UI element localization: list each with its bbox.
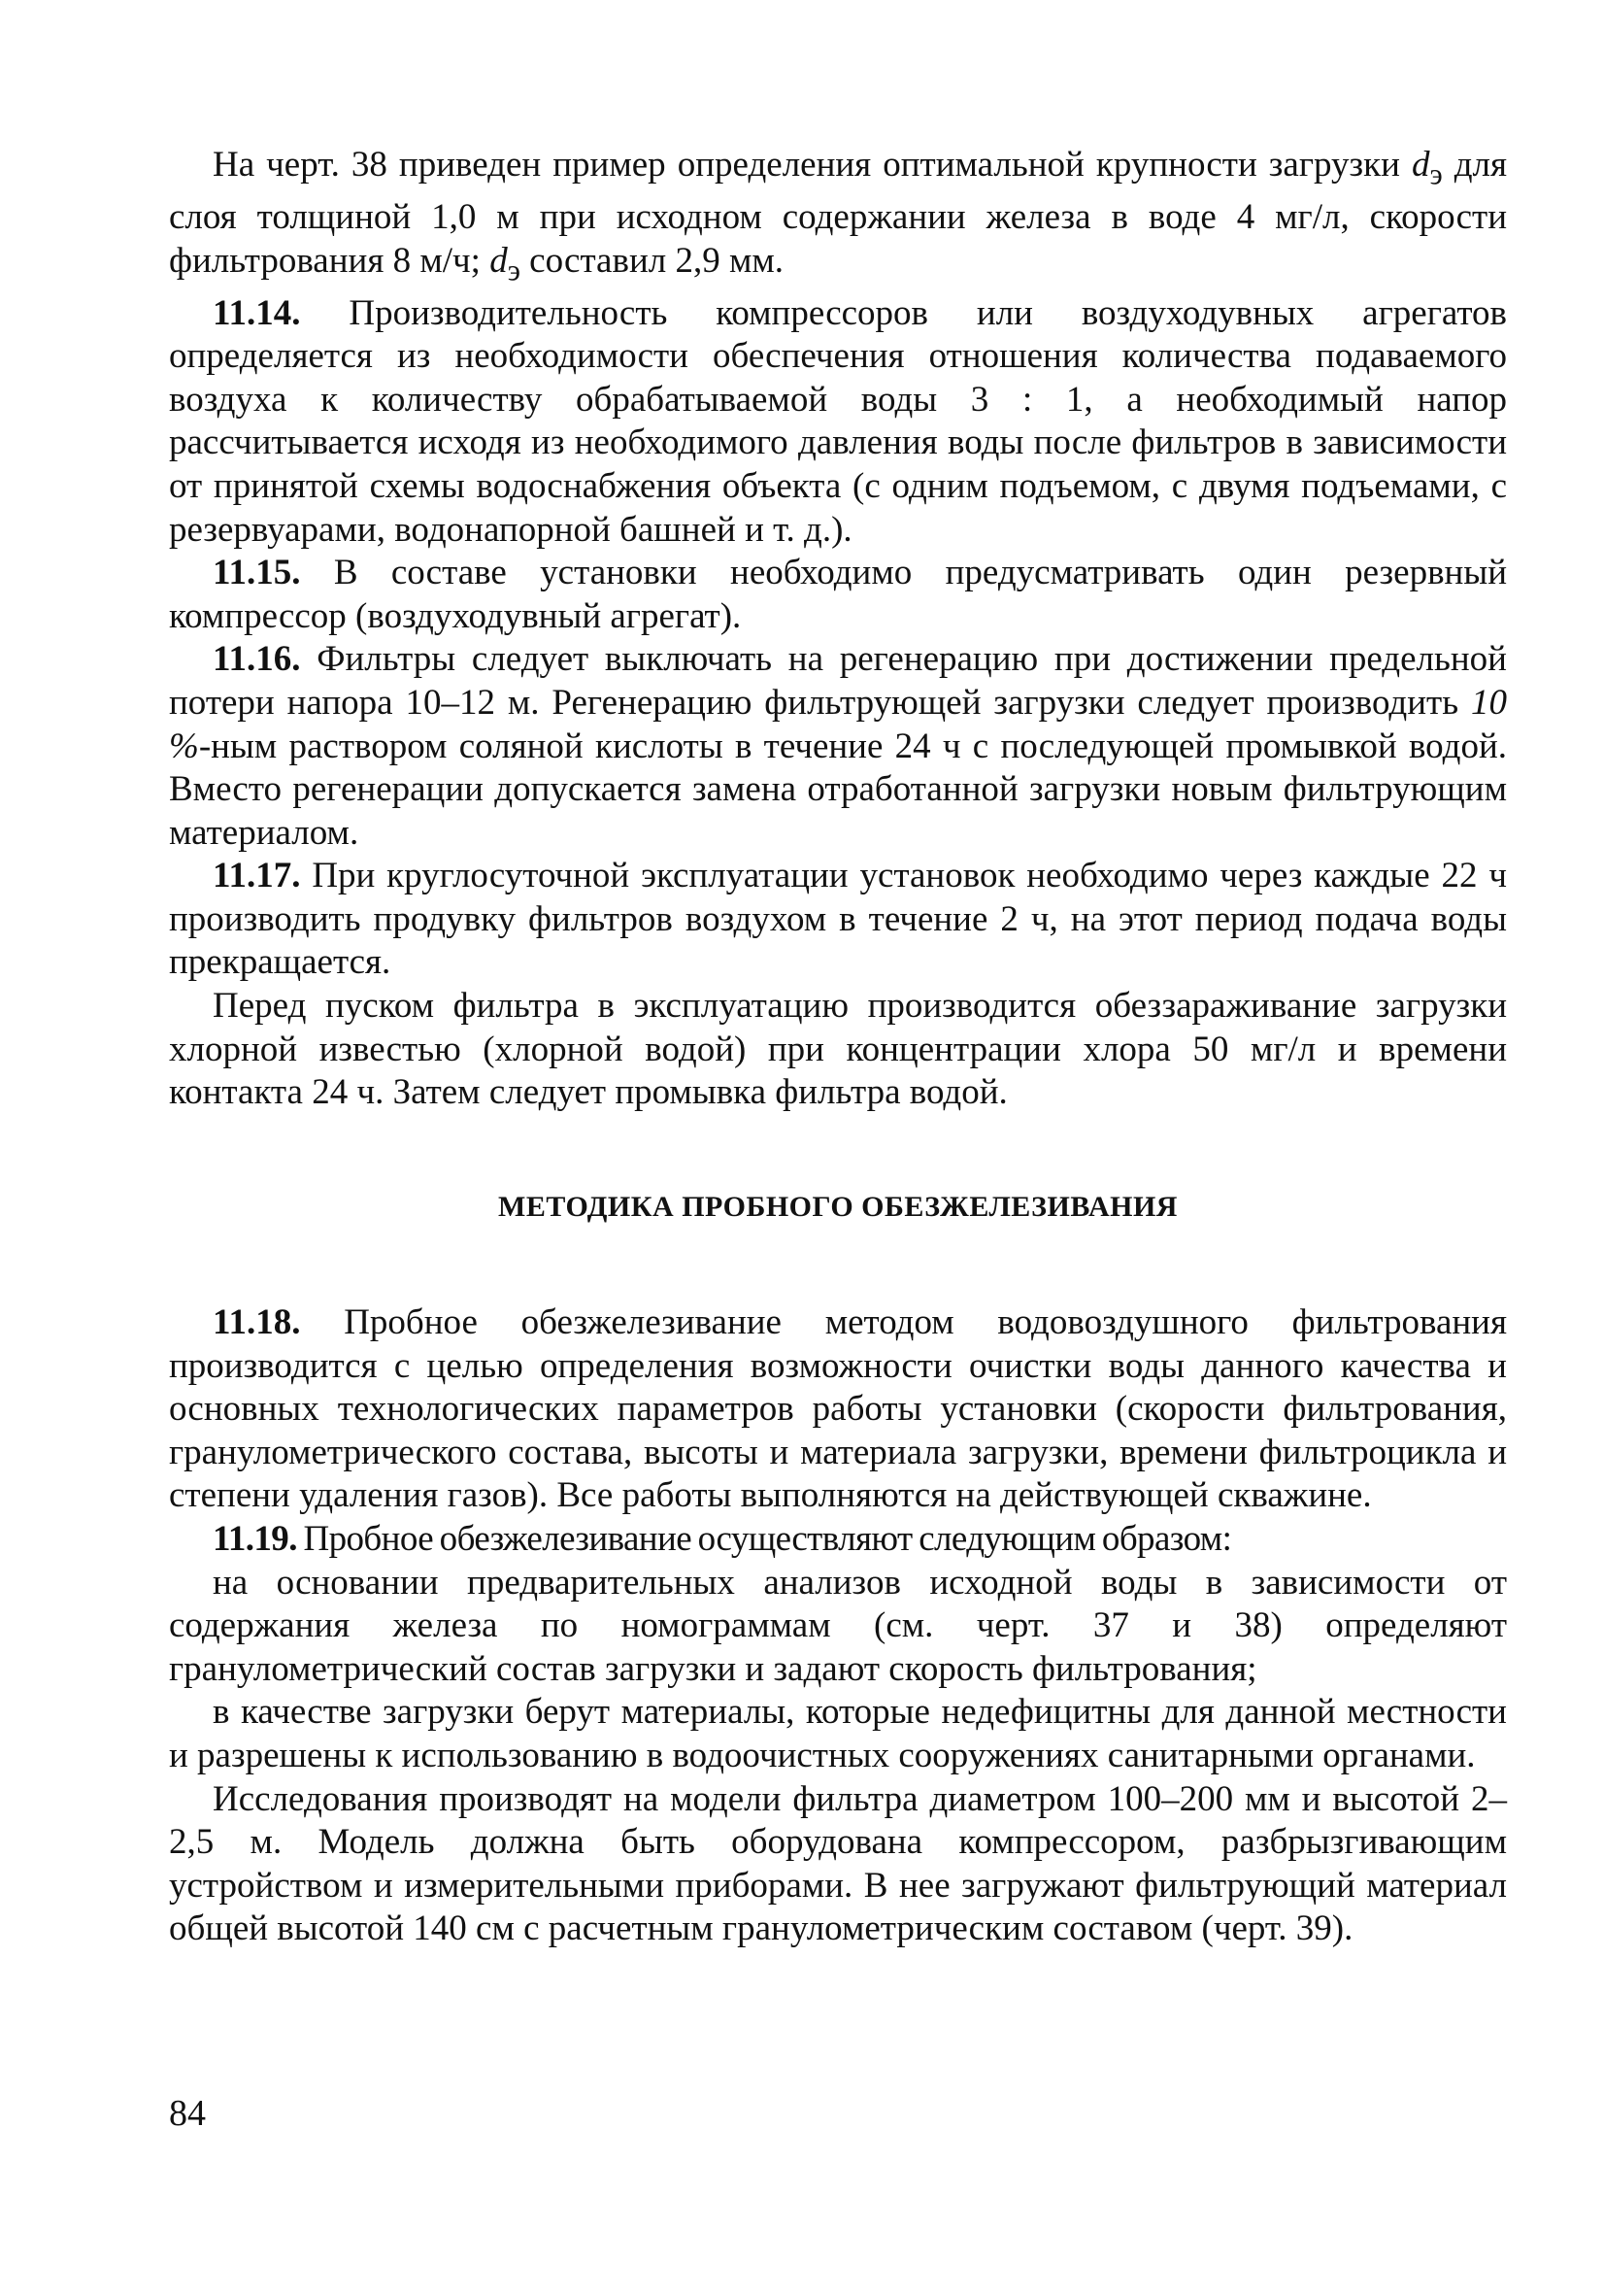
body-text-top <box>169 144 1507 1115</box>
paragraph <box>169 855 1507 985</box>
paragraph <box>169 638 1507 855</box>
text-run: Производительность компрессоров или воздуходувных агрегатов определяется из необходимости обеспечения отношения количества подаваемого воздуха к количеству обрабатываемой воды 3 : 1, а необходимый напор рассчитывается исходя из необходимого давления воды после фильтров в зависимости от принятой схемы водоснабжения объекта (с одним подъемом, с двумя подъемами, с резервуарами, водонапорной башней и т. д.). <box>169 292 1507 550</box>
text-run: При круглосуточной эксплуатации установок необходимо через каждые 22 ч производить продувку фильтров воздухом в течение 2 ч, на этот период подача воды прекращается. <box>169 856 1507 983</box>
section-number: 11.15. <box>213 553 301 593</box>
paragraph <box>169 1301 1507 1518</box>
text-run: в качестве загрузки берут материалы, которые недефицитны для данной местности и разрешены к использованию в водоочистных сооружениях санитарными органами. <box>169 1692 1507 1775</box>
paragraph <box>169 1518 1507 1562</box>
text-run: Пробное обезжелезивание осуществляют следующим образом: <box>296 1518 1232 1559</box>
body-text-bottom <box>169 1301 1507 1951</box>
italic-text: 10 % <box>169 682 1507 766</box>
text-run: -ным раствором соляной кислоты в течение 24 ч с последующей промывкой водой. Вместо регенерации допускается замена отработанной загрузки новым фильтрующим материалом. <box>169 726 1507 853</box>
section-number: 11.14. <box>213 292 301 333</box>
text-run: На черт. 38 приведен пример определения оптимальной крупности загрузки <box>213 145 1412 185</box>
section-heading: МЕТОДИКА ПРОБНОГО ОБЕЗЖЕЛЕЗИВАНИЯ <box>498 1191 1178 1223</box>
italic-text: d <box>1411 145 1430 185</box>
subscript-text: э <box>1429 157 1443 191</box>
section-number: 11.19. <box>213 1518 297 1559</box>
text-run: на основании предварительных анализов исходной воды в зависимости от содержания железа по номограммам (см. черт. 37 и 38) определяют гранулометрический состав загрузки и задают скорость фильтрования; <box>169 1562 1507 1689</box>
text-run: для слоя толщиной 1,0 м при исходном содержании железа в воде 4 мг/л, скорости фильтрования 8 м/ч; <box>169 145 1508 281</box>
paragraph <box>169 1562 1507 1692</box>
paragraph <box>169 1778 1507 1951</box>
paragraph <box>169 552 1507 638</box>
text-run: Пробное обезжелезивание методом водовоздушного фильтрования производится с целью определения возможности очистки воды данного качества и основных технологических параметров работы установки (скорости фильтрования, гранулометрического состава, высоты и материала загрузки, времени фильтроцикла и степени удаления газов). Все работы выполняются на действующей скважине. <box>169 1302 1507 1516</box>
section-number: 11.18. <box>213 1302 301 1342</box>
text-run: Фильтры следует выключать на регенерацию при достижении предельной потери напора 10–12 м. Регенерацию фильтрующей загрузки следует производить <box>169 639 1507 723</box>
text-run: В составе установки необходимо предусматривать один резервный компрессор (воздуходувный агрегат). <box>169 553 1507 636</box>
subscript-text: э <box>507 253 520 287</box>
paragraph <box>169 144 1507 292</box>
text-run: Исследования производят на модели фильтра диаметром 100–200 мм и высотой 2–2,5 м. Модель должна быть оборудована компрессором, разбрызгивающим устройством и измерительными приборами. В нее загружают фильтрующий материал общей высотой 140 см с расчетным гранулометрическим составом (черт. 39). <box>169 1778 1507 1949</box>
page-number: 84 <box>169 2093 206 2134</box>
paragraph <box>169 985 1507 1115</box>
section-number: 11.17. <box>213 856 301 896</box>
paragraph <box>169 1691 1507 1777</box>
italic-text: d <box>489 240 508 281</box>
section-number: 11.16. <box>213 639 301 680</box>
paragraph <box>169 292 1507 553</box>
text-run: составил 2,9 мм. <box>519 240 785 281</box>
text-run: Перед пуском фильтра в эксплуатацию производится обеззараживание загрузки хлорной известью (хлорной водой) при концентрации хлора 50 мг/л и времени контакта 24 ч. Затем следует промывка фильтра водой. <box>169 986 1507 1113</box>
